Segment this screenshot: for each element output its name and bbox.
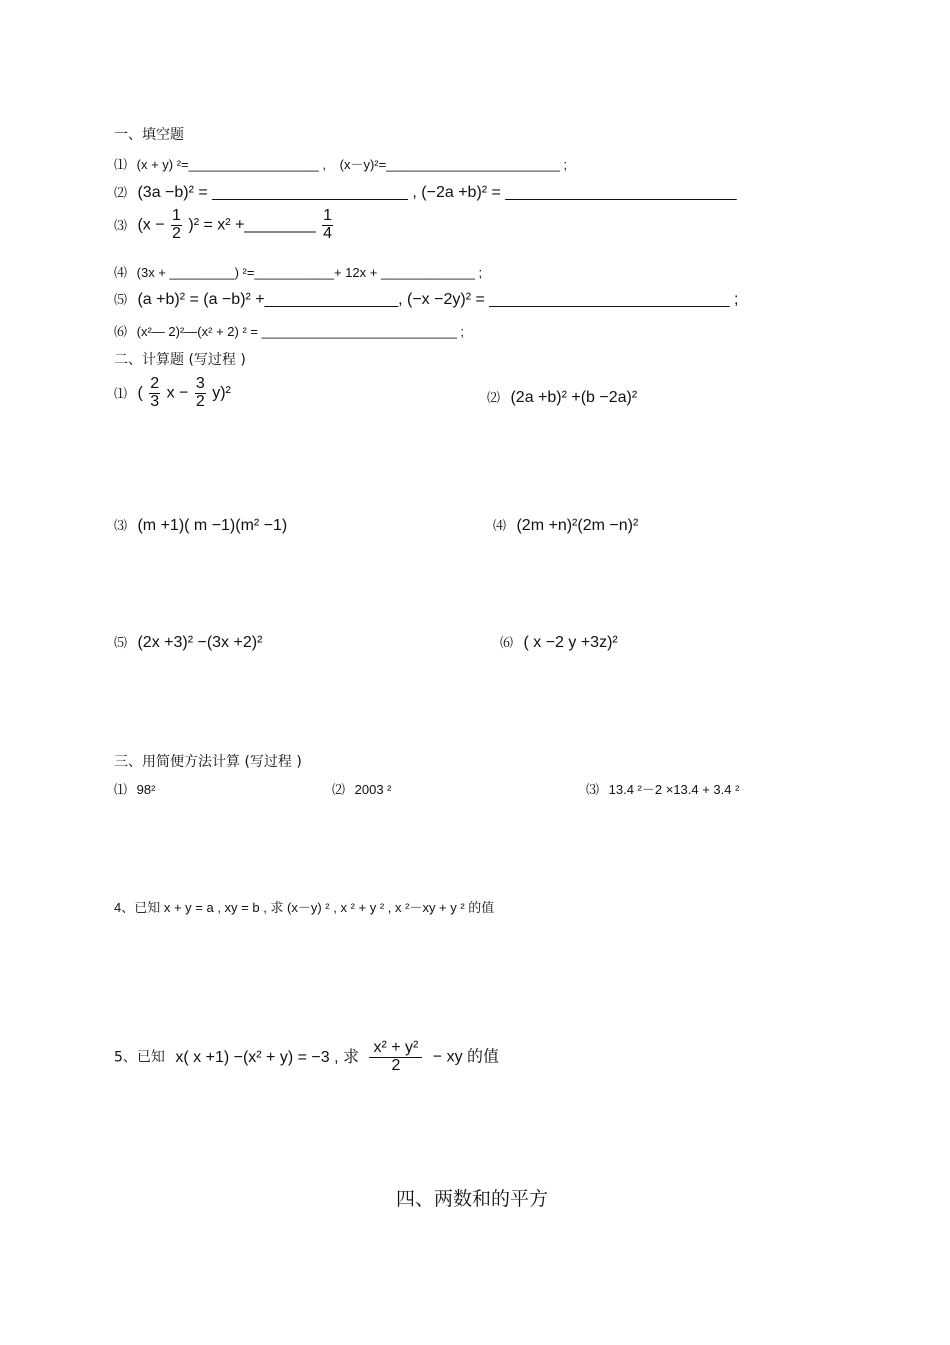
expression: , (−2a +b)² = __________________________	[412, 184, 737, 201]
question-number: ⑷	[114, 265, 128, 280]
expression: 13.4 ²－2 ×13.4 + 3.4 ²	[608, 782, 740, 797]
fill-q5	[114, 289, 738, 309]
question-4: 4、已知 x + y = a , xy = b , 求 (x－y) ² , x ² + y ² , x ²－xy + y ² 的值	[114, 900, 495, 915]
expression: (3a −b)² = ______________________	[137, 184, 408, 201]
question-number: ⑵	[487, 390, 501, 405]
expression: (m +1)( m −1)(m² −1)	[137, 517, 288, 534]
calc-p5	[114, 632, 262, 652]
question-number: ⑴	[114, 157, 128, 172]
fill-q3	[114, 208, 335, 243]
denominator: 2	[195, 392, 205, 410]
fraction	[149, 376, 160, 411]
question-number: ⑸	[114, 292, 128, 307]
numerator: 3	[195, 375, 205, 392]
question-number: ⑶	[114, 518, 128, 533]
expression: (	[137, 384, 143, 402]
fraction	[195, 376, 206, 411]
question-5	[114, 1040, 499, 1075]
expression: (2m +n)²(2m −n)²	[516, 517, 639, 534]
expression: x( x +1) −(x² + y) = −3 , 求	[175, 1048, 359, 1066]
section-heading-fill-blank: 一、填空题	[114, 127, 184, 143]
expression: (x－y)²=________________________ ;	[339, 157, 567, 172]
question-number: ⑷	[493, 518, 507, 533]
fraction	[369, 1040, 422, 1075]
shortcut-s3	[586, 779, 739, 798]
fill-q1	[114, 154, 567, 173]
calc-p1	[114, 376, 231, 411]
question-number: ⑵	[332, 782, 346, 797]
section-heading-shortcut: 三、用简便方法计算 (写过程 )	[114, 754, 302, 770]
denominator: 3	[150, 392, 160, 410]
expression: (x²— 2)²—(x² + 2) ² = ___________________________ ;	[136, 324, 465, 339]
expression: (a +b)² = (a −b)² +_______________, (−x −2y)² = ___________________________ ;	[137, 291, 739, 308]
page-title-next-section: 四、两数和的平方	[396, 1188, 549, 1210]
calc-p2	[487, 387, 637, 407]
question-number: ⑶	[586, 782, 600, 797]
shortcut-s1	[114, 779, 155, 798]
question-number: ⑴	[114, 385, 128, 401]
expression: )² = x² +________	[188, 216, 316, 234]
calc-p4	[493, 515, 638, 535]
expression: (x + y) ²=__________________ ,	[136, 157, 327, 172]
expression: 98²	[136, 782, 156, 797]
question-number: ⑸	[114, 635, 128, 650]
expression: (2x +3)² −(3x +2)²	[137, 634, 263, 651]
expression: (2a +b)² +(b −2a)²	[510, 389, 638, 406]
question-number: ⑹	[500, 635, 514, 650]
fraction	[171, 208, 182, 243]
numerator: 1	[323, 207, 332, 224]
fill-q6	[114, 321, 464, 340]
numerator: x² + y²	[369, 1040, 422, 1058]
question-number: ⑴	[114, 782, 128, 797]
question-number: ⑵	[114, 185, 128, 200]
expression: − xy 的值	[432, 1048, 500, 1066]
denominator: 4	[323, 224, 332, 242]
fraction	[322, 208, 333, 243]
shortcut-s2	[332, 779, 392, 798]
expression: (3x + _________) ²=___________+ 12x + _____________ ;	[136, 265, 483, 280]
question-lead: 5、已知	[114, 1049, 165, 1066]
fill-q2	[114, 182, 737, 202]
calc-p6	[500, 632, 618, 652]
section-heading-calculation: 二、计算题 (写过程 )	[114, 352, 246, 368]
expression: ( x −2 y +3z)²	[523, 634, 618, 651]
calc-p3	[114, 515, 287, 535]
denominator: 2	[391, 1056, 401, 1074]
expression: 2003 ²	[354, 782, 392, 797]
numerator: 1	[172, 207, 181, 224]
question-number: ⑹	[114, 324, 128, 339]
denominator: 2	[172, 224, 181, 242]
expression: y)²	[212, 384, 231, 402]
question-number: ⑶	[114, 217, 128, 233]
expression: x −	[166, 384, 189, 402]
numerator: 2	[150, 375, 160, 392]
fill-q4	[114, 262, 482, 281]
expression: (x −	[137, 216, 165, 234]
